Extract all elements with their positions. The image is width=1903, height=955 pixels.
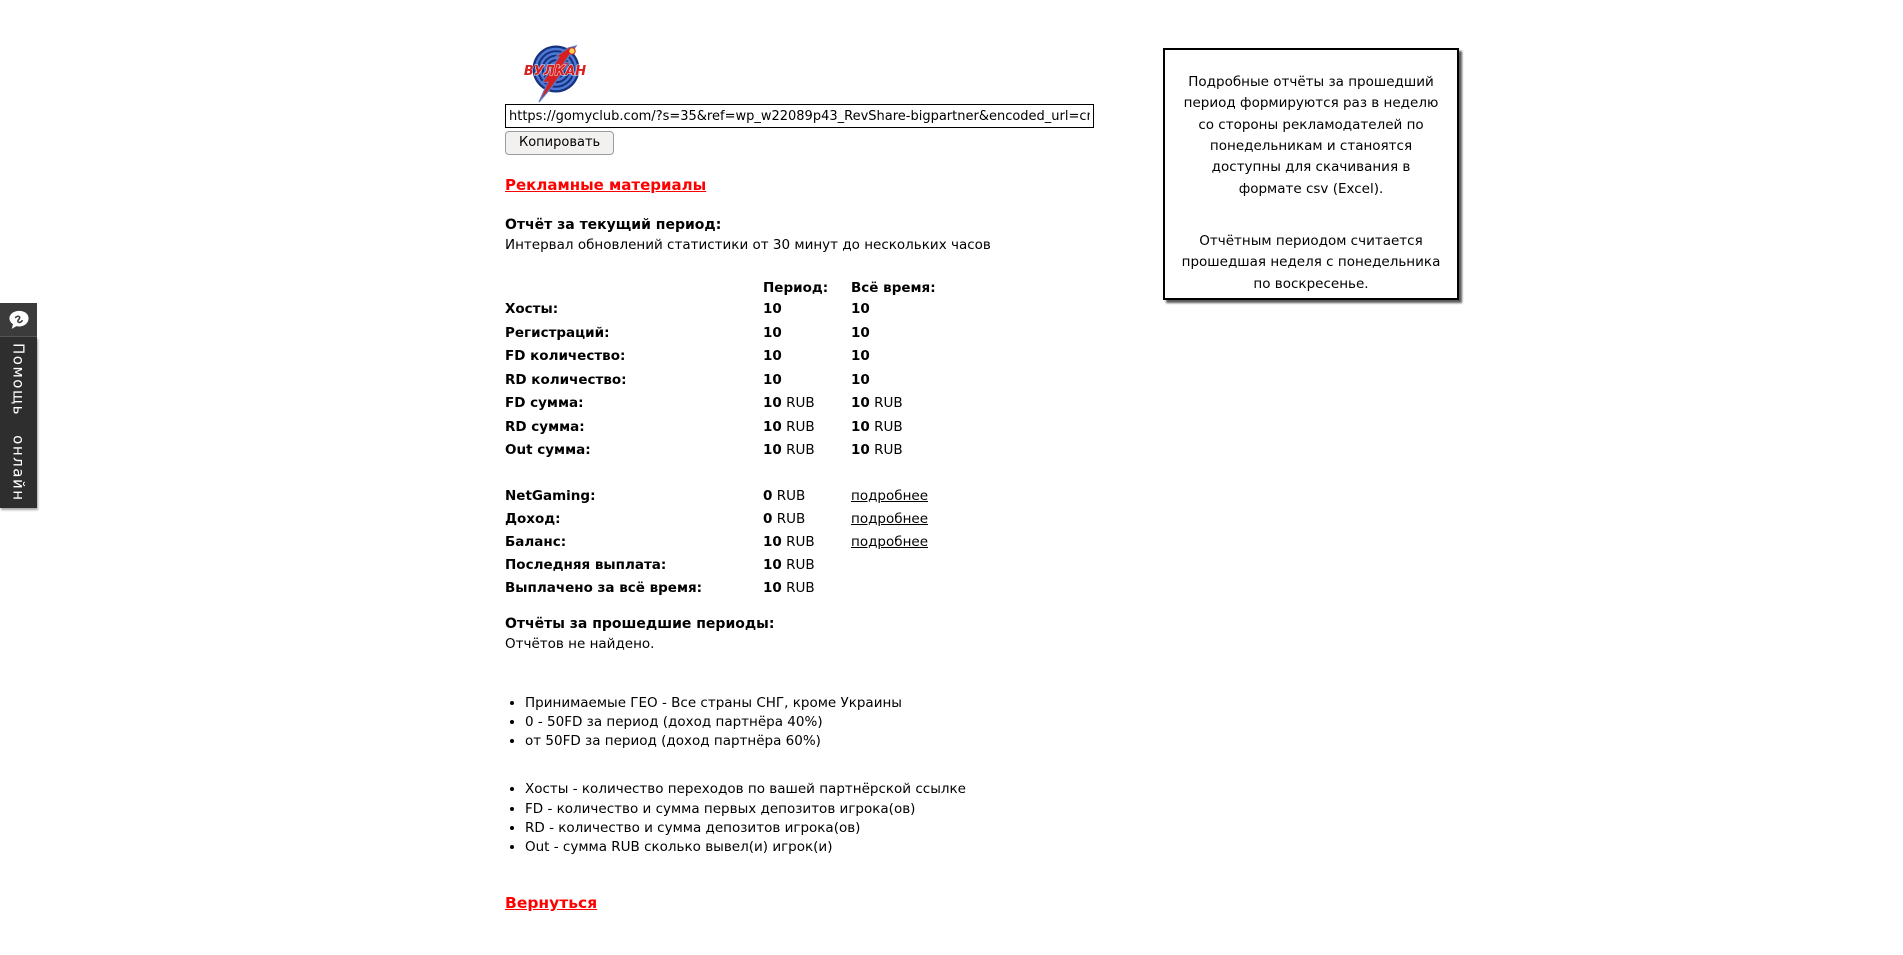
account-row-total-paid: Выплачено за всё время: 10 RUB: [505, 580, 815, 597]
info-box-paragraph: Отчётным периодом считается прошедшая неделя с понедельника по воскресенье.: [1181, 232, 1441, 292]
list-item: • Принимаемые ГЕО - Все страны СНГ, кроме Украины: [525, 694, 1125, 713]
details-link[interactable]: подробнее: [851, 487, 929, 504]
promo-materials-link[interactable]: Рекламные материалы: [505, 176, 707, 194]
stats-row-fd-count: FD количество: 10 10: [505, 348, 870, 364]
list-item: • от 50FD за период (доход партнёра 60%): [525, 732, 1125, 751]
stats-row-rd-sum: RD сумма: 10 RUB 10 RUB: [505, 418, 903, 435]
help-tab-label: Помощь онлайн: [9, 343, 28, 502]
list-item: • 0 - 50FD за период (доход партнёра 40%): [525, 713, 1125, 732]
help-online-tab[interactable]: [0, 303, 37, 508]
info-box-paragraph: Подробные отчёты за прошедший период формируются раз в неделю со стороны рекламодателей по понедельникам и станоятся доступны для скачивания в формате csv (Excel).: [1183, 74, 1439, 197]
account-row-last-payout: Последняя выплата: 10 RUB: [505, 557, 815, 574]
back-link[interactable]: Вернуться: [505, 893, 598, 912]
details-link[interactable]: подробнее: [851, 510, 929, 527]
details-link[interactable]: подробнее: [851, 533, 929, 550]
info-box: [1163, 48, 1459, 300]
list-item: • Out - сумма RUB сколько вывел(и) игрок(и): [525, 838, 1125, 857]
list-item: • FD - количество и сумма первых депозитов игрока(ов): [525, 800, 1125, 819]
past-reports: [505, 615, 1125, 654]
stats-row-registrations: Регистраций: 10 10: [505, 324, 870, 341]
referral-url-input[interactable]: [505, 104, 1094, 128]
vulkan-logo-text: ВУЛКАН: [523, 64, 587, 79]
list-item: • Хосты - количество переходов по вашей партнёрской ссылке: [525, 780, 1125, 799]
col-period: Период:: [763, 280, 829, 296]
stats-row-hosts: Хосты: 10 10: [505, 301, 870, 317]
vulkan-casino-logo: [521, 44, 589, 104]
list-item: • RD - количество и сумма депозитов игрока(ов): [525, 819, 1125, 838]
help-icon-box[interactable]: [0, 303, 37, 337]
col-all-time: Всё время:: [851, 280, 936, 296]
vulkan-logo-image: [521, 44, 589, 104]
past-reports-empty: Отчётов не найдено.: [505, 635, 655, 652]
chat-bubble-icon: [8, 310, 30, 330]
main-content: [505, 44, 1125, 912]
past-reports-title: Отчёты за прошедшие периоды:: [505, 615, 775, 632]
current-report-title: Отчёт за текущий период:: [505, 217, 722, 233]
help-label-box[interactable]: [0, 337, 37, 508]
terms-list: [510, 694, 1125, 752]
stats-row-rd-count: RD количество: 10 10: [505, 371, 870, 388]
stats-row-out-sum: Out сумма: 10 RUB 10 RUB: [505, 442, 903, 458]
copy-button[interactable]: Копировать: [505, 131, 614, 155]
stats-row-fd-sum: FD сумма: 10 RUB 10 RUB: [505, 395, 903, 411]
stats-header-row: [505, 279, 1125, 298]
glossary-list: [510, 780, 1125, 857]
stats-table: [505, 279, 1125, 463]
account-row-balance: Баланс: 10 RUB подробнее: [505, 533, 929, 550]
account-summary: [505, 485, 1125, 601]
account-row-netgaming: NetGaming: 0 RUB подробнее: [505, 487, 929, 504]
account-row-income: Доход: 0 RUB подробнее: [505, 510, 929, 527]
current-report-subtitle: Интервал обновлений статистики от 30 минут до нескольких часов: [505, 237, 991, 253]
